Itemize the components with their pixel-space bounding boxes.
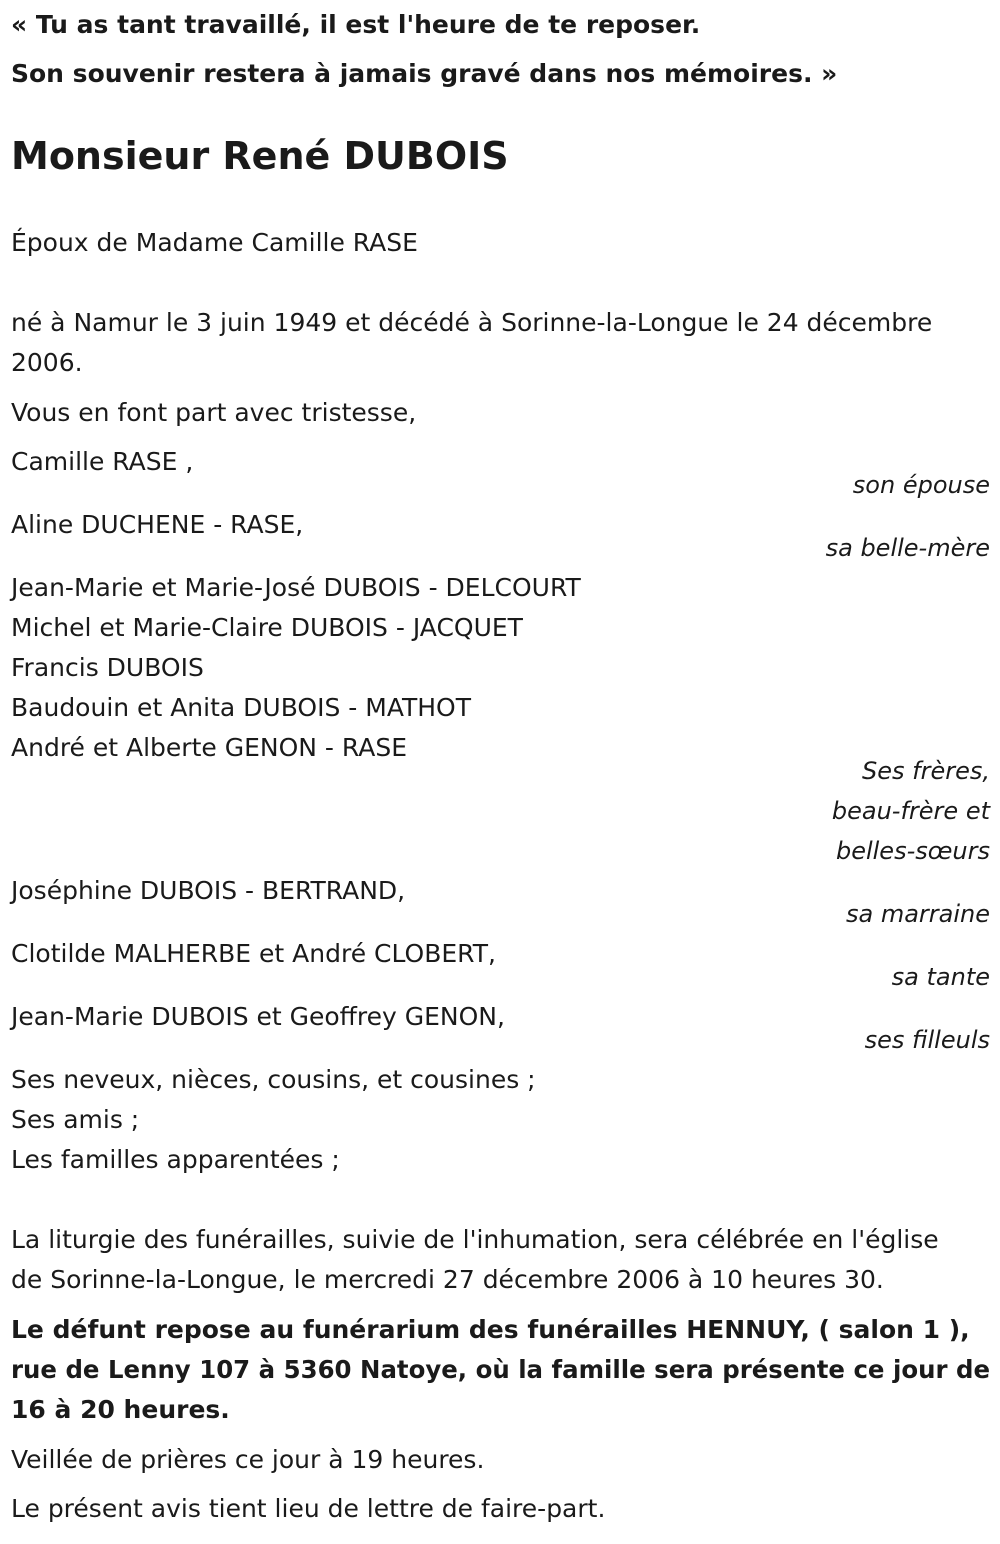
family-relation: ses filleuls (864, 1026, 990, 1054)
funerarium-line-3: 16 à 20 heures. (11, 1395, 230, 1424)
notice-line: Le présent avis tient lieu de lettre de faire-part. (11, 1494, 606, 1523)
family-relation: son épouse (852, 471, 990, 499)
intro-line: Vous en font part avec tristesse, (11, 398, 417, 427)
family-name: Clotilde MALHERBE et André CLOBERT, (11, 939, 496, 968)
spouse-line: Époux de Madame Camille RASE (11, 228, 418, 257)
funerarium-line-1: Le défunt repose au funérarium des funérailles HENNUY, ( salon 1 ), (11, 1315, 970, 1344)
vigil-line: Veillée de prières ce jour à 19 heures. (11, 1445, 485, 1474)
liturgy-line-2: de Sorinne-la-Longue, le mercredi 27 décembre 2006 à 10 heures 30. (11, 1265, 884, 1294)
family-name: Michel et Marie-Claire DUBOIS - JACQUET (11, 613, 523, 642)
birth-death-line-1: né à Namur le 3 juin 1949 et décédé à Sorinne-la-Longue le 24 décembre (11, 308, 933, 337)
others-line: Les familles apparentées ; (11, 1145, 340, 1174)
quote-line-1: « Tu as tant travaillé, il est l'heure de te reposer. (11, 10, 701, 39)
deceased-name: Monsieur René DUBOIS (11, 134, 509, 178)
family-name: Baudouin et Anita DUBOIS - MATHOT (11, 693, 471, 722)
family-name: Aline DUCHENE - RASE, (11, 510, 304, 539)
family-name: Jean-Marie et Marie-José DUBOIS - DELCOURT (11, 573, 581, 602)
family-relation: sa tante (891, 963, 990, 991)
family-relation: beau-frère et (831, 797, 990, 825)
family-name: Camille RASE , (11, 447, 194, 476)
family-relation: belles-sœurs (835, 837, 990, 865)
others-line: Ses amis ; (11, 1105, 140, 1134)
liturgy-line-1: La liturgie des funérailles, suivie de l'inhumation, sera célébrée en l'église (11, 1225, 939, 1254)
family-relation: Ses frères, (862, 757, 990, 785)
others-line: Ses neveux, nièces, cousins, et cousines ; (11, 1065, 536, 1094)
family-name: André et Alberte GENON - RASE (11, 733, 407, 762)
family-name: Joséphine DUBOIS - BERTRAND, (11, 876, 406, 905)
family-name: Francis DUBOIS (11, 653, 204, 682)
family-relation: sa belle-mère (825, 534, 990, 562)
family-name: Jean-Marie DUBOIS et Geoffrey GENON, (11, 1002, 505, 1031)
funerarium-line-2: rue de Lenny 107 à 5360 Natoye, où la famille sera présente ce jour de (11, 1355, 991, 1384)
quote-line-2: Son souvenir restera à jamais gravé dans nos mémoires. » (11, 59, 838, 88)
birth-death-line-2: 2006. (11, 348, 83, 377)
family-relation: sa marraine (845, 900, 990, 928)
